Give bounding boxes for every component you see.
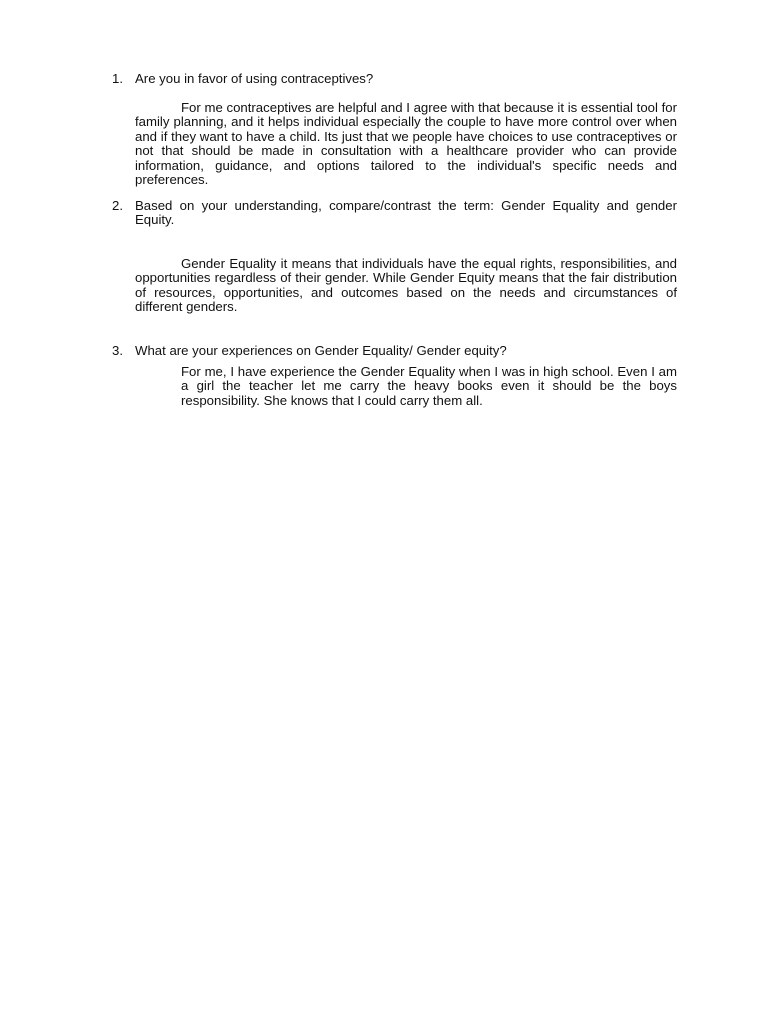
question-number: 1.: [112, 71, 123, 86]
answer-2: Gender Equality it means that individuals have the equal rights, responsibilities, and opportunities regardless of their gender. While Gender Equity means that the fair distribution of resources, opportunities, and outcomes based on the needs and circumstances of different genders.: [135, 256, 677, 315]
question-2: [112, 199, 677, 228]
question-1: [112, 72, 677, 86]
question-number: 3.: [112, 343, 123, 358]
answer-3: For me, I have experience the Gender Equality when I was in high school. Even I am a girl the teacher let me carry the heavy books even it should be the boys responsibility. She knows that I could carry them all.: [181, 364, 677, 408]
question-text: Are you in favor of using contraceptives?: [135, 71, 374, 86]
answer-1: For me contraceptives are helpful and I agree with that because it is essential tool for family planning, and it helps individual especially the couple to have more control over when and if they want to have a child. Its just that we people have choices to use contraceptives or not that should be made in consultation with a healthcare provider who can provide information, guidance, and options tailored to the individual's specific needs and preferences.: [135, 100, 677, 188]
question-3: [112, 344, 677, 358]
question-number: 2.: [112, 198, 123, 213]
question-text: What are your experiences on Gender Equality/ Gender equity?: [135, 343, 507, 358]
question-text: Based on your understanding, compare/contrast the term: Gender Equality and gender Equity.: [135, 198, 677, 228]
